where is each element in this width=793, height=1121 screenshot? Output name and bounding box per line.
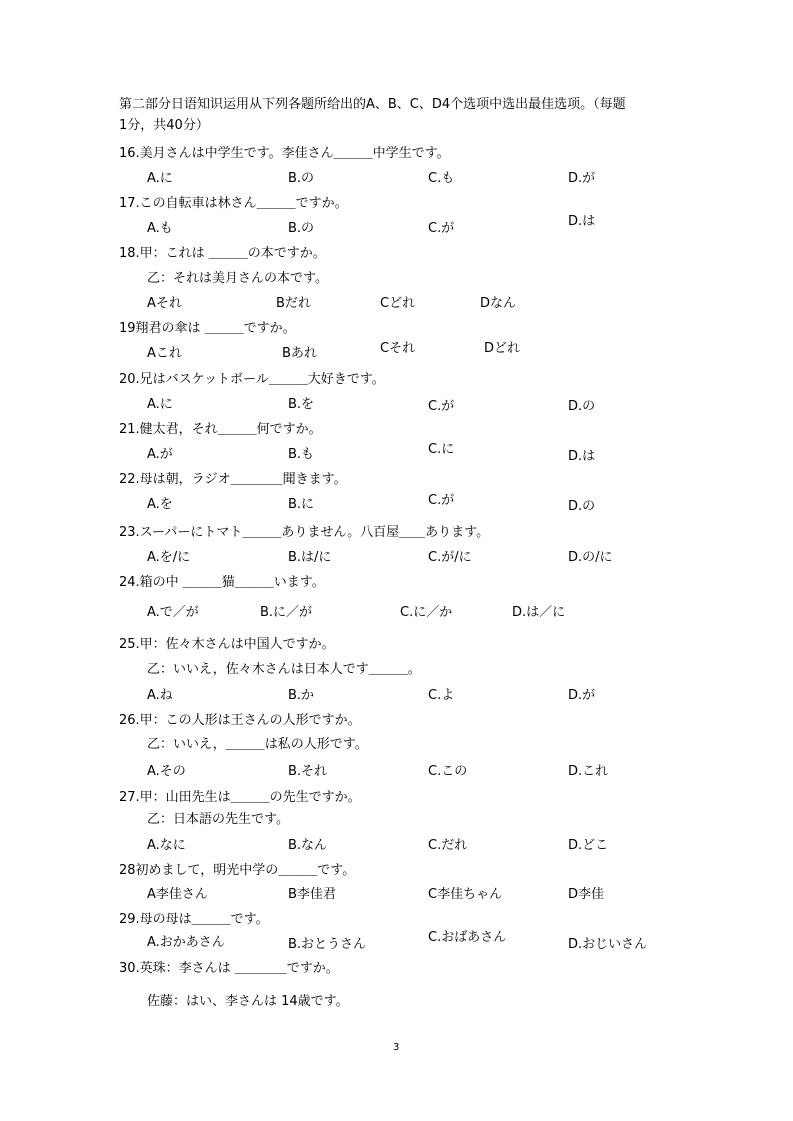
q20-option-d: D.の: [568, 399, 596, 414]
q24-option-a: A.で／が: [147, 605, 199, 620]
question-19: 19翔君の傘は ＿＿＿ですか。: [119, 321, 296, 336]
q25-option-d: D.が: [568, 688, 596, 703]
q27-option-a: A.なに: [147, 838, 186, 853]
q28-option-b: B李佳君: [288, 887, 336, 902]
q17-option-c: C.が: [428, 221, 455, 236]
q16-option-c: C.も: [428, 171, 455, 186]
q24-option-d: D.は／に: [512, 605, 566, 620]
q23-option-b: B.は/に: [288, 550, 332, 565]
q20-option-a: A.に: [147, 397, 173, 412]
question-18-dialogue: 乙：それは美月さんの本です。: [147, 271, 328, 286]
question-16: 16.美月さんは中学生です。李佳さん＿＿＿中学生です。: [119, 146, 450, 161]
q24-option-b: B.に／が: [260, 605, 313, 620]
question-26: 26.甲：この人形は王さんの人形ですか。: [119, 713, 361, 728]
q19-option-c: Cそれ: [380, 341, 416, 356]
question-22: 22.母は朝，ラジオ＿＿＿＿聞きます。: [119, 472, 347, 487]
q18-option-a: Aそれ: [147, 296, 182, 311]
q22-option-a: A.を: [147, 497, 173, 512]
q27-option-c: C.だれ: [428, 838, 468, 853]
q17-option-a: A.も: [147, 221, 173, 236]
page-number: 3: [393, 1042, 400, 1053]
q16-option-b: B.の: [288, 171, 315, 186]
q28-option-d: D李佳: [568, 887, 605, 902]
q17-option-d: D.は: [568, 214, 596, 229]
section-header-line1: 第二部分日语知识运用从下列各题所给出的A、B、C、D4个选项中选出最佳选项。（每题: [119, 97, 626, 112]
q26-option-b: B.それ: [288, 764, 328, 779]
q23-option-c: C.が/に: [428, 550, 472, 565]
q20-option-c: C.が: [428, 399, 455, 414]
question-26-dialogue: 乙：いいえ，＿＿＿は私の人形です。: [147, 737, 368, 752]
q21-option-c: C.に: [428, 442, 455, 457]
q18-option-d: Dなん: [480, 296, 517, 311]
question-23: 23.スーパーにトマト＿＿＿ありません。八百屋＿＿あります。: [119, 525, 490, 540]
question-29: 29.母の母は＿＿＿です。: [119, 912, 269, 927]
q29-option-a: A.おかあさん: [147, 935, 225, 950]
q23-option-d: D.の/に: [568, 550, 613, 565]
question-25: 25.甲：佐々木さんは中国人ですか。: [119, 637, 335, 652]
q22-option-d: D.の: [568, 499, 596, 514]
q19-option-a: Aこれ: [147, 346, 182, 361]
q26-option-a: A.その: [147, 764, 186, 779]
q16-option-a: A.に: [147, 171, 173, 186]
q28-option-a: A李佳さん: [147, 887, 208, 902]
q25-option-c: C.よ: [428, 688, 455, 703]
q22-option-b: B.に: [288, 497, 315, 512]
q21-option-a: A.が: [147, 447, 173, 462]
q26-option-c: C.この: [428, 764, 468, 779]
q25-option-b: B.か: [288, 688, 315, 703]
q27-option-d: D.どこ: [568, 838, 609, 853]
question-30: 30.英珠：李さんは ＿＿＿＿ですか。: [119, 961, 339, 976]
q29-option-d: D.おじいさん: [568, 937, 648, 952]
q20-option-b: B.を: [288, 397, 315, 412]
q26-option-d: D.これ: [568, 764, 609, 779]
q17-option-b: B.の: [288, 221, 315, 236]
q29-option-b: B.おとうさん: [288, 937, 367, 952]
q18-option-c: Cどれ: [380, 296, 416, 311]
q19-option-d: Dどれ: [484, 341, 521, 356]
question-25-dialogue: 乙：いいえ，佐々木さんは日本人です＿＿＿。: [147, 662, 421, 677]
q25-option-a: A.ね: [147, 688, 173, 703]
question-18: 18.甲：これは ＿＿＿の本ですか。: [119, 246, 326, 261]
question-27: 27.甲：山田先生は＿＿＿の先生ですか。: [119, 790, 361, 805]
q27-option-b: B.なん: [288, 838, 328, 853]
q21-option-b: B.も: [288, 447, 315, 462]
q22-option-c: C.が: [428, 493, 455, 508]
question-28: 28初めまして，明光中学の＿＿＿です。: [119, 863, 356, 878]
q18-option-b: Bだれ: [276, 296, 311, 311]
q28-option-c: C李佳ちゃん: [428, 887, 503, 902]
q19-option-b: Bあれ: [282, 346, 317, 361]
question-21: 21.健太君，それ＿＿＿何ですか。: [119, 422, 322, 437]
q23-option-a: A.を/に: [147, 550, 191, 565]
question-20: 20.兄はバスケットボール＿＿＿大好きです。: [119, 372, 385, 387]
q21-option-d: D.は: [568, 449, 596, 464]
q24-option-c: C.に／か: [400, 605, 453, 620]
question-17: 17.この自転車は林さん＿＿＿ですか。: [119, 196, 348, 211]
question-24: 24.箱の中 ＿＿＿猫＿＿＿います。: [119, 575, 325, 590]
section-header-line2: 1分，共40分）: [119, 118, 209, 133]
q16-option-d: D.が: [568, 171, 596, 186]
q29-option-c: C.おばあさん: [428, 930, 507, 945]
question-30-dialogue: 佐藤：はい、李さんは 14歳です。: [147, 994, 349, 1009]
question-27-dialogue: 乙：日本語の先生です。: [147, 812, 289, 827]
